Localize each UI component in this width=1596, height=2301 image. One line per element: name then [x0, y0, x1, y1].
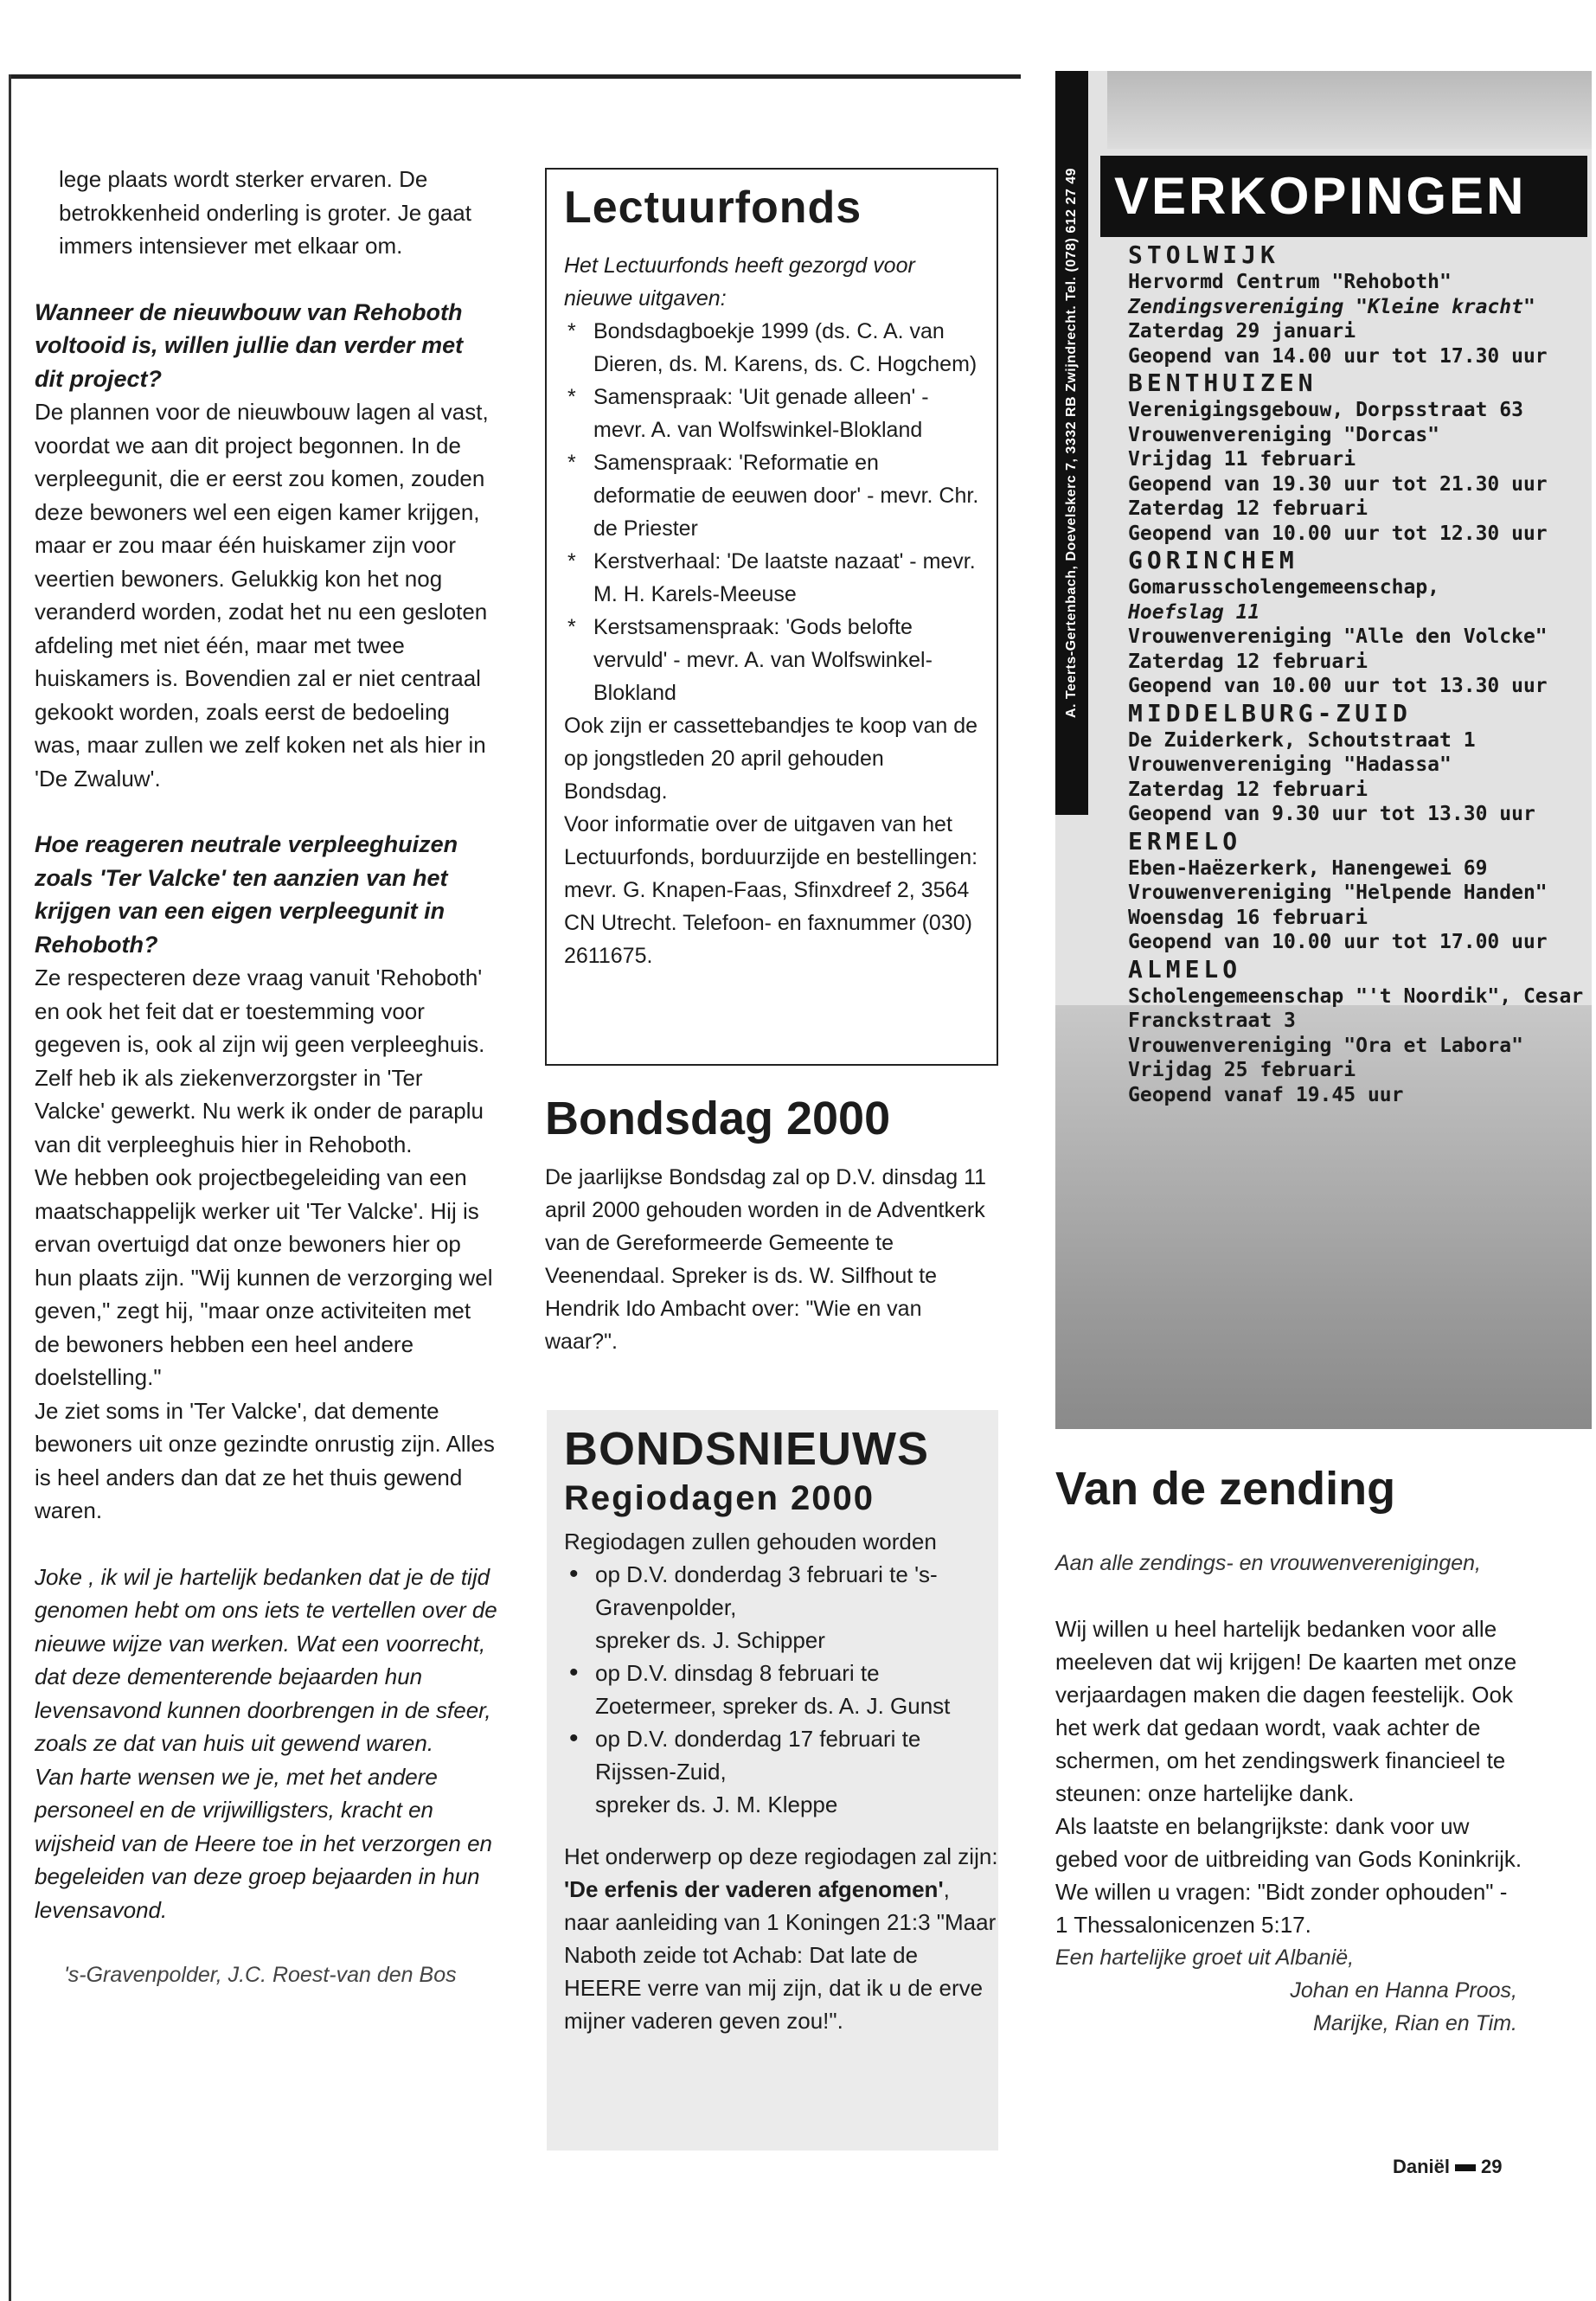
interview-answer-2c: Je ziet soms in 'Ter Valcke', dat demente bewoners uit onze gezindte onrustig zijn. Alles is heel anders dan dat ze het thuis gewend waren. — [35, 1397, 495, 1523]
interview-column — [35, 163, 497, 1988]
bondsnieuws-subtitle: Regiodagen 2000 — [564, 1479, 875, 1517]
page-edge — [9, 74, 11, 2301]
sale-line: Vrouwenvereniging "Dorcas" — [1128, 423, 1440, 446]
interview-signature: 's-Gravenpolder, J.C. Roest-van den Bos — [64, 1963, 457, 1987]
verkopingen-panel — [1055, 71, 1596, 1429]
sale-line: Vrijdag 11 februari — [1128, 448, 1356, 471]
sale-line: Hervormd Centrum "Rehoboth" — [1128, 271, 1452, 293]
zending-paragraph-2: Als laatste en belangrijkste: dank voor uw gebed voor de uitbreiding van Gods Koninkrijk. We willen u vragen: "Bidt zonder ophouden" - 1 Thessalonicenzen 5:17. — [1055, 1813, 1522, 1938]
regiodag-speaker: spreker ds. J. Schipper — [595, 1627, 825, 1653]
zending-names-2: Marijke, Rian en Tim. — [1313, 2011, 1517, 2035]
sale-line: Geopend van 19.30 uur tot 21.30 uur — [1128, 472, 1548, 496]
zending-greeting: Een hartelijke groet uit Albanië, — [1055, 1945, 1355, 1970]
interview-answer-2b: We hebben ook projectbegeleiding van een maatschappelijk werker uit 'Ter Valcke'. Hij is ervan overtuigd dat onze bewoners hier op hun plaats zijn. "Wij kunnen de verzorging wel geven," zegt hij, "maar onze activiteiten met de bewoners hebben een heel andere doelstelling." — [35, 1164, 493, 1390]
regiodag-text: op D.V. dinsdag 8 februari te Zoetermeer, spreker ds. A. J. Gunst — [595, 1660, 951, 1719]
sale-line: Verenigingsgebouw, Dorpsstraat 63 — [1128, 399, 1523, 421]
sale-line: Vrijdag 25 februari — [1128, 1059, 1356, 1081]
interview-answer-1: De plannen voor de nieuwbouw lagen al vast, voordat we aan dit project begonnen. In de verpleegunit, die er eerst zou komen, zouden deze bewoners wel een eigen kamer krijgen, maar er zou maar één huiskamer zijn voor veertien bewoners. Gelukkig kon het nog veranderd worden, zodat het nu een gesloten afdeling met niet één, maar met twee huiskamers is. Bovendien zal er niet centraal gekookt worden, zoals eerst de bedoeling was, maar zullen we zelf koken net als hier in 'De Zwaluw'. — [35, 399, 489, 792]
bondsnieuws-box — [547, 1410, 998, 2150]
lectuurfonds-title: Lectuurfonds — [564, 183, 862, 233]
regiodag-speaker: spreker ds. J. M. Kleppe — [595, 1791, 838, 1817]
zending-title: Van de zending — [1055, 1463, 1396, 1515]
sale-line: Gomarusscholengemeenschap, — [1128, 576, 1440, 599]
sale-line: Geopend van 10.00 uur tot 12.30 uur — [1128, 522, 1548, 545]
magazine-name: Daniël — [1393, 2156, 1451, 2177]
list-item — [564, 1657, 998, 1722]
sale-line: Zaterdag 12 februari — [1128, 778, 1368, 801]
lectuurfonds-cassette: Ook zijn er cassettebandjes te koop van de op jongstleden 20 april gehouden Bondsdag. — [564, 714, 978, 804]
list-item: * Samenspraak: 'Reformatie en deformatie de eeuwen door' - mevr. Chr. de Priester — [564, 446, 981, 545]
sale-line: Geopend vanaf 19.45 uur — [1128, 1083, 1404, 1106]
list-item — [564, 1722, 998, 1821]
sale-line: Zaterdag 29 januari — [1128, 320, 1356, 343]
zending-paragraph-1: Wij willen u heel hartelijk bedanken voor alle meeleven dat wij krijgen! De kaarten met onze verjaardagen maken die dagen feestelijk. Ook het werk dat gedaan wordt, vaak achter de schermen, om het zendingswerk financieel te steunen: onze hartelijke dank. — [1055, 1616, 1517, 1806]
interview-closing-1: Joke , ik wil je hartelijk bedanken dat je de tijd genomen hebt om ons iets te vertellen over de nieuwe wijze van werken. Wat een voorrecht, dat deze dementerende bejaarden hun levensavond kunnen doorbrengen in de sfeer, zoals ze dat van huis uit gewend waren. — [35, 1563, 497, 1756]
interview-question-2: Hoe reageren neutrale verpleeghuizen zoals 'Ter Valcke' ten aanzien van het krijgen van een eigen verpleegunit in Rehoboth? — [35, 831, 458, 958]
lectuurfonds-box — [545, 168, 998, 1066]
sale-line: Vrouwenvereniging "Hadassa" — [1128, 753, 1452, 776]
town-heading: STOLWIJK — [1128, 240, 1279, 269]
town-heading: ERMELO — [1128, 826, 1242, 856]
regiodag-text: op D.V. donderdag 17 februari te Rijssen-Zuid, — [595, 1726, 921, 1785]
sale-line: Geopend van 10.00 uur tot 13.30 uur — [1128, 675, 1548, 697]
arrow-icon — [1455, 2164, 1476, 2171]
interview-question-1: Wanneer de nieuwbouw van Rehoboth voltooid is, willen jullie dan verder met dit project? — [35, 298, 464, 392]
town-heading: ALMELO — [1128, 954, 1242, 984]
sale-line: Geopend van 14.00 uur tot 17.30 uur — [1128, 344, 1548, 368]
interview-closing-2: Van harte wensen we je, met het andere personeel en de vrijwilligsters, kracht en wijsheid van de Heere toe in het verzorgen en begeleiden van deze groep bejaarden in hun levensavond. — [35, 1763, 492, 1923]
page-number: 29 — [1481, 2156, 1503, 2177]
contact-text: A. Teerts-Gertenbach, Doevelskerc 7, 3332 RB Zwijndrecht. Tel. (078) 612 27 49 — [1064, 168, 1079, 718]
list-item: * Kerstsamenspraak: 'Gods belofte vervuld' - mevr. A. van Wolfswinkel-Blokland — [564, 611, 981, 709]
zending-section — [1055, 1462, 1522, 2040]
onderwerp-bold: 'De erfenis der vaderen afgenomen' — [564, 1876, 944, 1902]
bondsdag-text: De jaarlijkse Bondsdag zal op D.V. dinsdag 11 april 2000 gehouden worden in de Adventkerk van de Gereformeerde Gemeente te Veenendaal. Spreker is ds. W. Silfhout te Hendrik Ido Ambacht over: "Wie en van waar?". — [545, 1165, 987, 1354]
lectuurfonds-info: Voor informatie over de uitgaven van het Lectuurfonds, borduurzijde en bestellingen: mevr. G. Knapen-Faas, Sfinxdreef 2, 3564 CN Utrecht. Telefoon- en faxnummer (030) 2611675. — [564, 812, 978, 968]
bondsdag-title: Bondsdag 2000 — [545, 1093, 891, 1144]
regiodagen-list — [564, 1558, 998, 1821]
zending-names-1: Johan en Hanna Proos, — [1290, 1978, 1517, 2003]
sale-line: Woensdag 16 februari — [1128, 906, 1368, 929]
sale-line: Zaterdag 12 februari — [1128, 497, 1368, 520]
keyboard-photo — [1107, 71, 1592, 149]
sale-line: Hoefslag 11 — [1128, 600, 1260, 624]
list-item: * Samenspraak: 'Uit genade alleen' - mevr. A. van Wolfswinkel-Blokland — [564, 381, 981, 446]
sale-line: Vrouwenvereniging "Helpende Handen" — [1128, 881, 1548, 904]
list-item: * Kerstverhaal: 'De laatste nazaat' - mevr. M. H. Karels-Meeuse — [564, 545, 981, 611]
bondsnieuws-onderwerp — [564, 1840, 998, 2037]
interview-answer-2a: Ze respecteren deze vraag vanuit 'Rehoboth' en ook het feit dat er toestemming voor gegeven is, ook al zijn wij geen verpleeghuis. Zelf heb ik als ziekenverzorgster in 'Ter Valcke' gewerkt. Nu werk ik onder de paraplu van dit verpleeghuis hier in Rehoboth. — [35, 965, 485, 1157]
town-heading: GORINCHEM — [1128, 546, 1298, 574]
lectuurfonds-list — [564, 315, 981, 709]
sale-line: Vrouwenvereniging "Ora et Labora" — [1128, 1034, 1523, 1057]
sale-line: Geopend van 9.30 uur tot 13.30 uur — [1128, 803, 1535, 825]
bondsdag-section — [545, 1092, 995, 1358]
onderwerp-post: , naar aanleiding van 1 Koningen 21:3 "Maar Naboth zeide tot Achab: Dat late de HEERE verre van mij zijn, dat ik u de erve mijner vaderen geven zou!". — [564, 1876, 997, 2034]
town-heading: BENTHUIZEN — [1128, 369, 1317, 397]
contact-sidebar — [1055, 71, 1088, 815]
zending-salutation: Aan alle zendings- en vrouwenverenigingen, — [1055, 1551, 1481, 1575]
onderwerp-pre: Het onderwerp op deze regiodagen zal zijn: — [564, 1843, 998, 1869]
verkopingen-title: VERKOPINGEN — [1100, 156, 1587, 237]
sale-line: Eben-Haëzerkerk, Hanengewei 69 — [1128, 856, 1488, 880]
top-rule — [9, 74, 1021, 79]
sale-line: Zaterdag 12 februari — [1128, 650, 1368, 673]
list-item — [564, 1558, 998, 1657]
sale-line: De Zuiderkerk, Schoutstraat 1 — [1128, 728, 1476, 752]
bondsnieuws-title: BONDSNIEUWS — [564, 1423, 930, 1475]
regiodag-text: op D.V. donderdag 3 februari te 's-Gravenpolder, — [595, 1561, 938, 1620]
sale-line: Zendingsvereniging "Kleine kracht" — [1128, 295, 1535, 318]
page-footer — [1393, 2156, 1503, 2178]
sale-line: Vrouwenvereniging "Alle den Volcke" — [1128, 625, 1548, 648]
town-heading: MIDDELBURG-ZUID — [1128, 698, 1412, 727]
lectuurfonds-intro: Het Lectuurfonds heeft gezorgd voor nieuwe uitgaven: — [564, 253, 915, 311]
list-item: * Bondsdagboekje 1999 (ds. C. A. van Dieren, ds. M. Karens, ds. C. Hogchem) — [564, 315, 981, 381]
sale-line: Scholengemeenschap "'t Noordik", Cesar Franckstraat 3 — [1128, 984, 1596, 1032]
verkopingen-list — [1128, 240, 1596, 1107]
bondsnieuws-intro: Regiodagen zullen gehouden worden — [564, 1529, 937, 1554]
interview-intro: lege plaats wordt sterker ervaren. De betrokkenheid onderling is groter. Je gaat immers intensiever met elkaar om. — [59, 166, 471, 259]
sale-line: Geopend van 10.00 uur tot 17.00 uur — [1128, 931, 1548, 953]
